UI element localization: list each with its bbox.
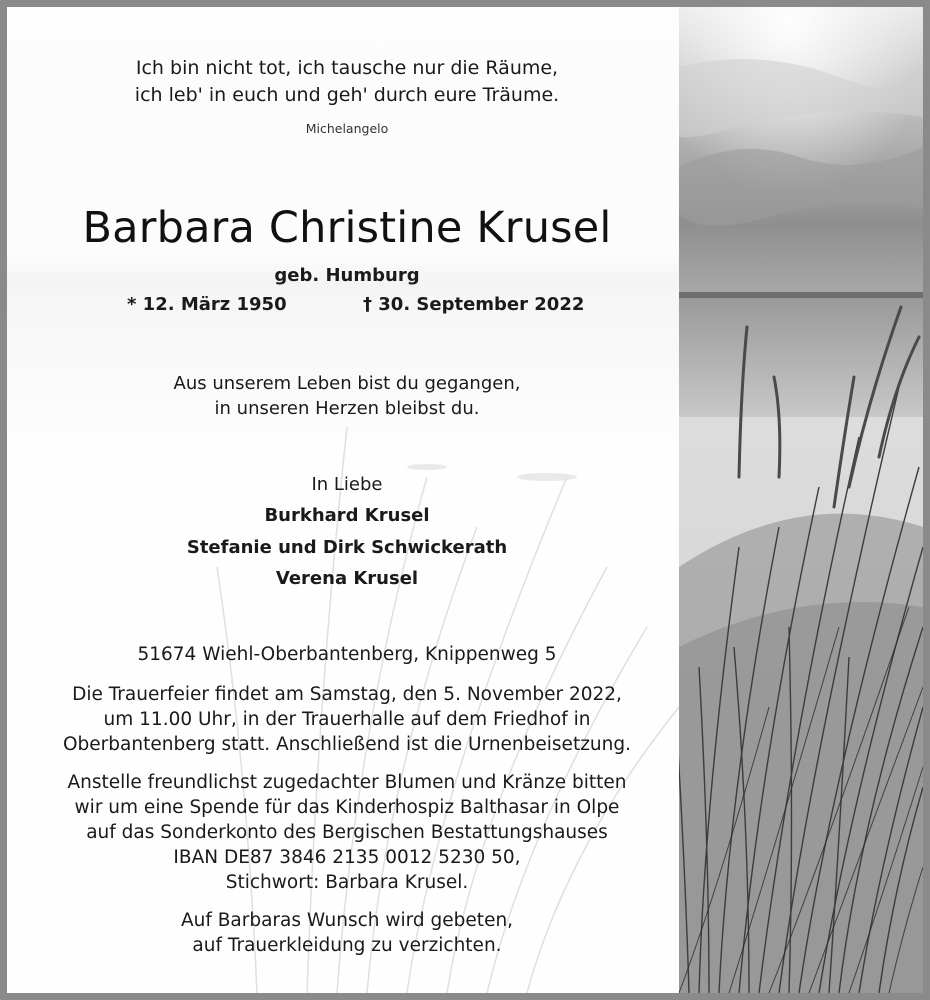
service-line: Die Trauerfeier findet am Samstag, den 5. November 2022, (72, 684, 622, 705)
wish-line: Auf Barbaras Wunsch wird gebeten, (180, 910, 514, 931)
mourner-name: Stefanie und Dirk Schwickerath (186, 537, 508, 558)
faded-grass-decoration (7, 7, 679, 993)
service-line: um 11.00 Uhr, in der Trauerhalle auf dem Friedhof in (103, 709, 591, 730)
death-date: † 30. September 2022 (363, 294, 585, 315)
wish-line: auf Trauerkleidung zu verzichten. (192, 935, 502, 956)
quote-line-2: ich leb' in euch und geh' durch eure Träume. (134, 84, 560, 106)
poem-line-2: in unseren Herzen bleibst du. (214, 398, 480, 419)
birth-name: geb. Humburg (274, 265, 420, 286)
quote-author: Michelangelo (305, 121, 389, 136)
address: 51674 Wiehl-Oberbantenberg, Knippenweg 5 (137, 644, 557, 665)
service-line: Oberbantenberg statt. Anschließend ist die Urnenbeisetzung. (63, 734, 631, 755)
birth-date: * 12. März 1950 (127, 294, 287, 315)
donation-line: IBAN DE87 3846 2135 0012 5230 50, (173, 847, 521, 868)
donation-line: wir um eine Spende für das Kinderhospiz Balthasar in Olpe (74, 797, 620, 818)
mourner-name: Burkhard Krusel (264, 505, 430, 526)
faded-beach-background (7, 7, 679, 993)
donation-line: Stichwort: Barbara Krusel. (225, 872, 469, 893)
beach-grass-photo (679, 7, 923, 993)
deceased-name: Barbara Christine Krusel (82, 203, 612, 253)
quote-line-1: Ich bin nicht tot, ich tausche nur die Räume, (135, 57, 559, 79)
poem-line-1: Aus unserem Leben bist du gegangen, (173, 373, 521, 394)
mourner-name: Verena Krusel (275, 568, 419, 589)
mourners-intro: In Liebe (311, 474, 383, 495)
donation-line: auf das Sonderkonto des Bergischen Bestattungshauses (86, 822, 608, 843)
donation-line: Anstelle freundlichst zugedachter Blumen und Kränze bitten (67, 772, 627, 793)
